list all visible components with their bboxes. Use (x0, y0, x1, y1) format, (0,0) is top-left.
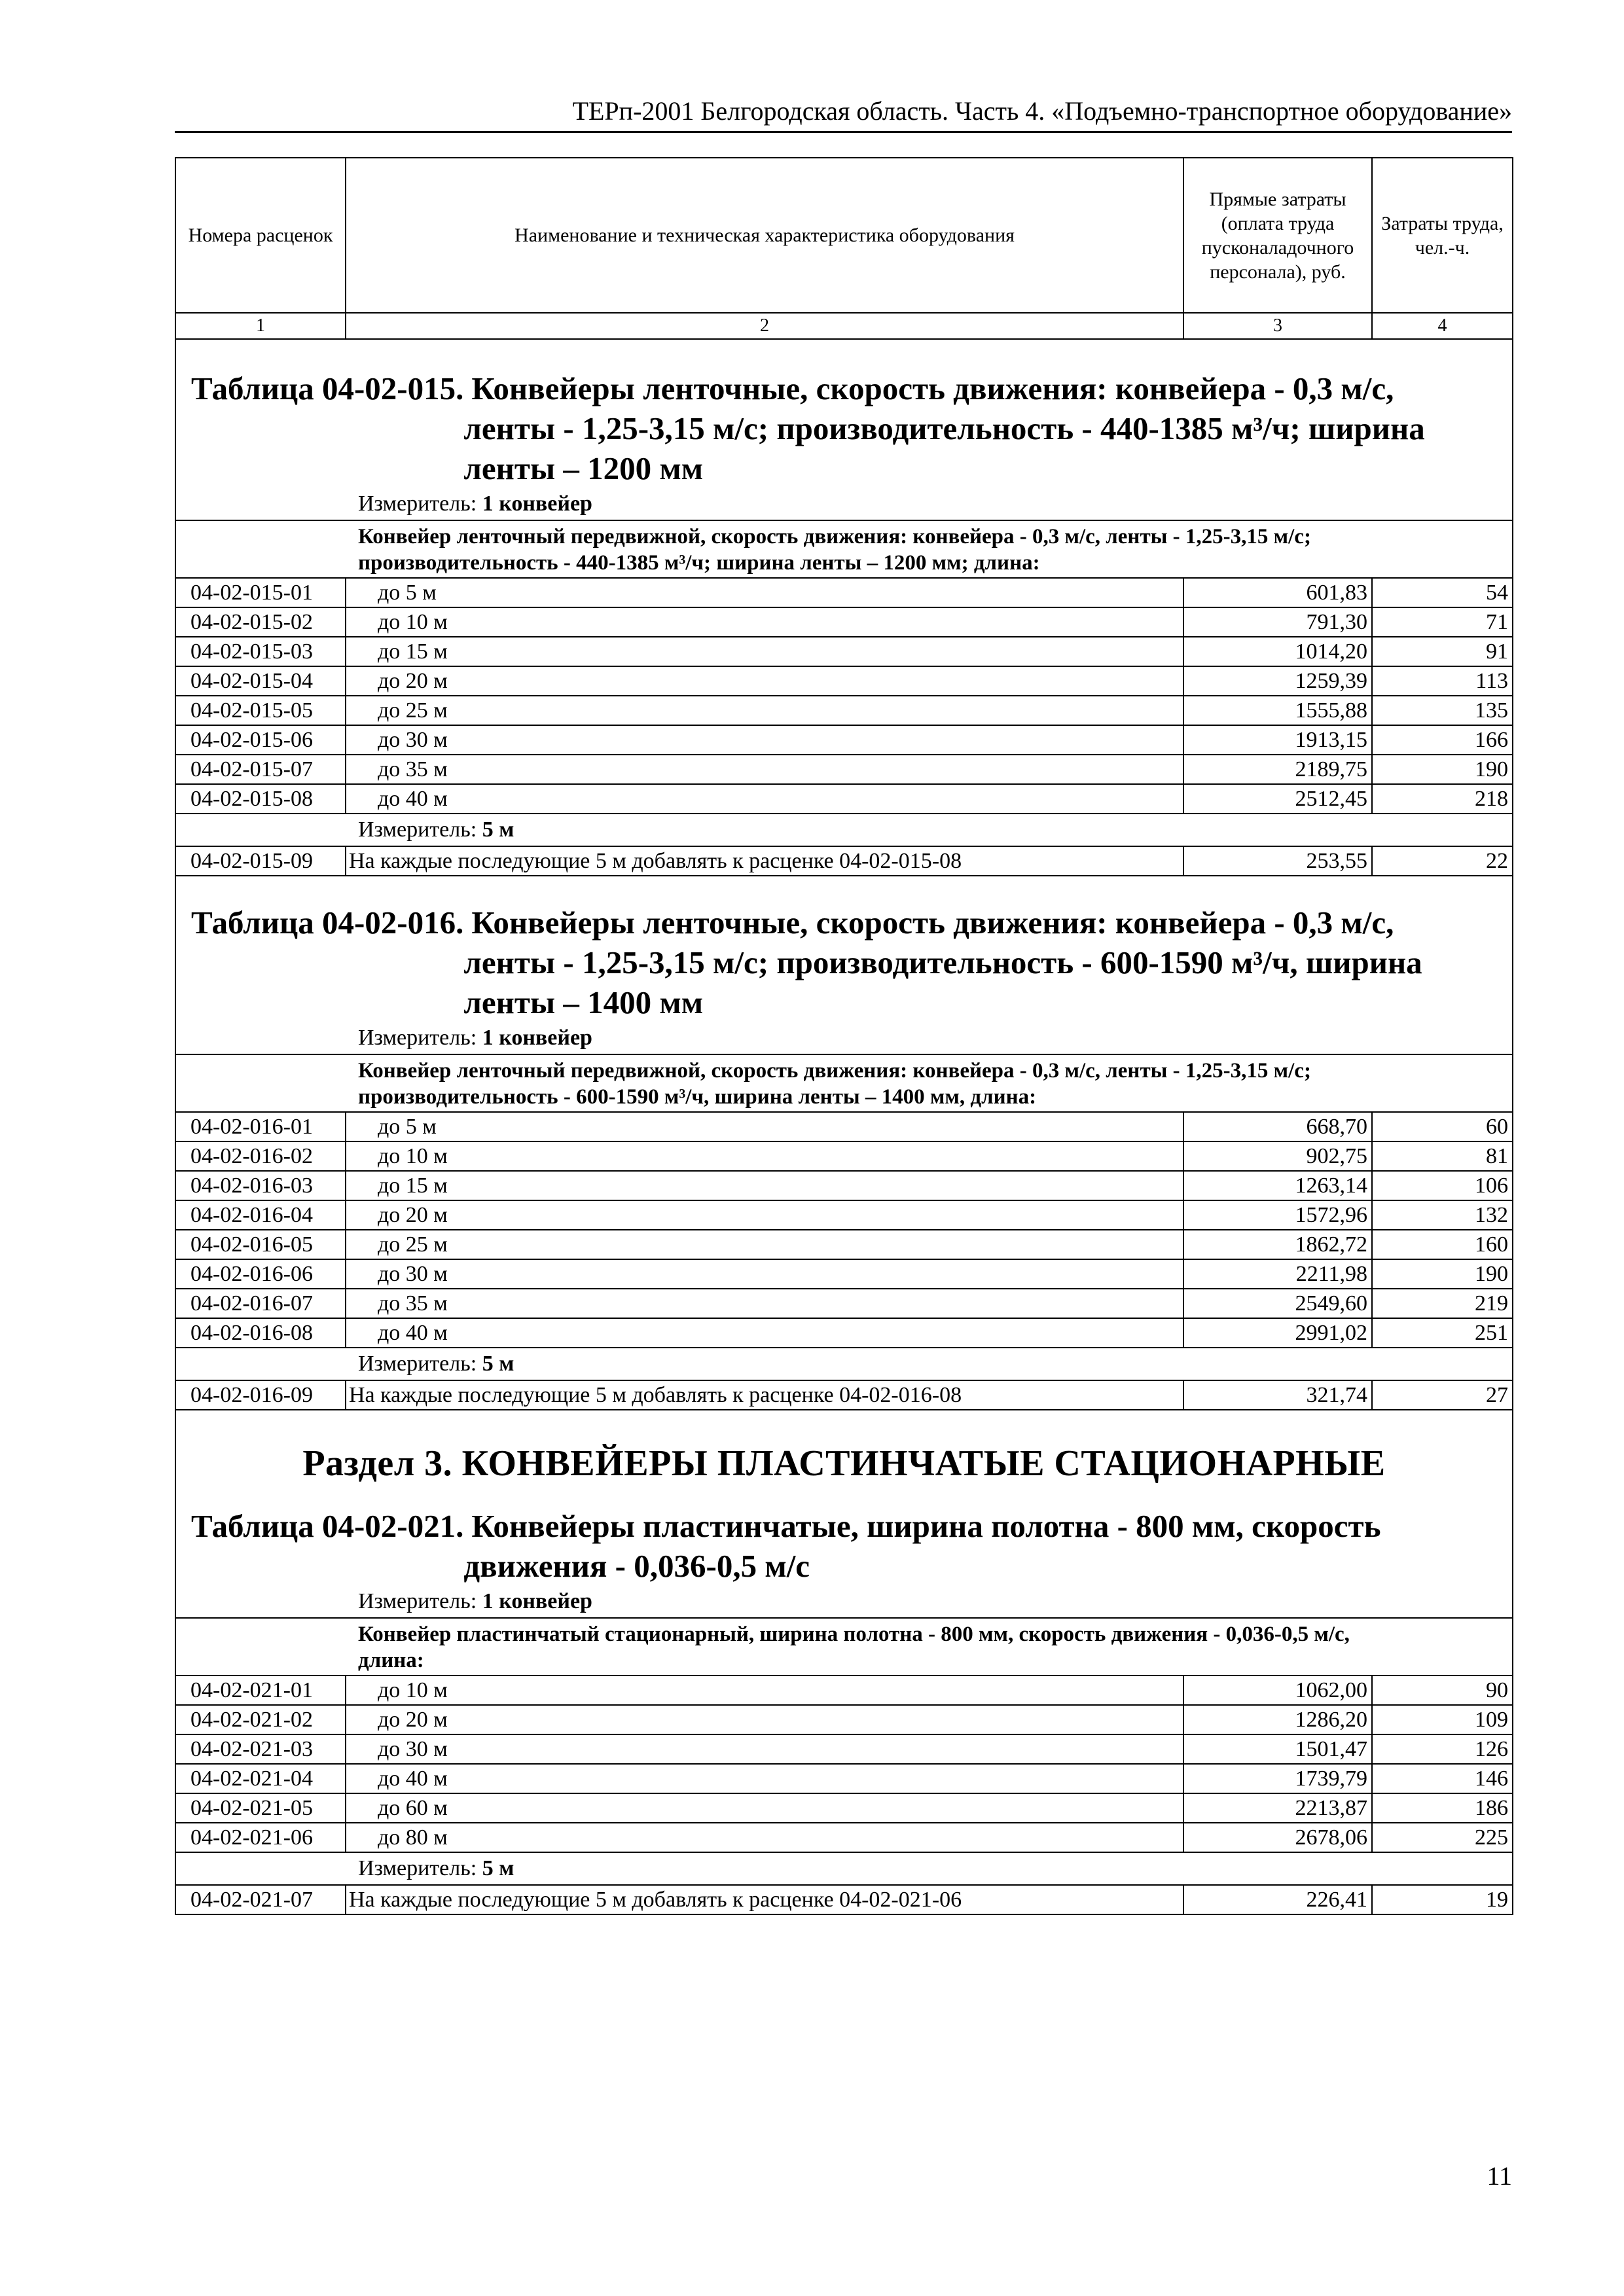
description-line: Конвейер ленточный передвижной, скорость движения: конвейера - 0,3 м/с, ленты - 1,25-3,15 м/с; (358, 1059, 1311, 1083)
column-header-row (175, 158, 1513, 313)
table-row (175, 1793, 1513, 1823)
rate-labor: 81 (1372, 1141, 1513, 1171)
rate-code: 04-02-021-05 (175, 1793, 346, 1823)
rate-cost: 1062,00 (1183, 1676, 1372, 1705)
rate-code: 04-02-015-08 (175, 784, 346, 814)
rate-name: до 40 м (346, 1318, 1183, 1348)
rate-name: до 30 м (346, 725, 1183, 755)
table-row (175, 1318, 1513, 1348)
table-row (175, 1823, 1513, 1852)
table-row (175, 1705, 1513, 1734)
rate-code: 04-02-016-01 (175, 1112, 346, 1141)
table-title-line: ленты – 1400 мм (463, 984, 704, 1020)
rate-name: до 15 м (346, 1171, 1183, 1200)
measure-value: 5 м (482, 1352, 514, 1376)
measure-value: 5 м (482, 1856, 514, 1880)
col-header-cost: Прямые затраты (оплата труда пусконаладочного персонала), руб. (1183, 158, 1372, 313)
rate-code: 04-02-015-05 (175, 696, 346, 725)
rate-cost: 1501,47 (1183, 1734, 1372, 1764)
rate-code: 04-02-016-05 (175, 1230, 346, 1259)
table-row (175, 1676, 1513, 1705)
rate-labor: 160 (1372, 1230, 1513, 1259)
measure-label: Измеритель: (358, 1856, 477, 1880)
rate-cost: 2991,02 (1183, 1318, 1372, 1348)
table-title-line: движения - 0,036-0,5 м/с (463, 1548, 810, 1584)
table-row (175, 784, 1513, 814)
rate-labor: 54 (1372, 578, 1513, 607)
rate-code: 04-02-021-07 (175, 1885, 346, 1914)
table-row (175, 725, 1513, 755)
rate-name: до 30 м (346, 1259, 1183, 1289)
rate-cost: 1862,72 (1183, 1230, 1372, 1259)
rate-name: до 25 м (346, 696, 1183, 725)
measure-label: Измеритель: (358, 1589, 477, 1613)
table-row (175, 1200, 1513, 1230)
col-header-name: Наименование и техническая характеристика оборудования (346, 158, 1183, 313)
rate-code: 04-02-015-02 (175, 607, 346, 637)
rate-labor: 190 (1372, 755, 1513, 784)
rate-code: 04-02-021-03 (175, 1734, 346, 1764)
page-number: 11 (1487, 2161, 1512, 2191)
rate-cost: 253,55 (1183, 846, 1372, 876)
table-row (175, 666, 1513, 696)
rate-name: до 30 м (346, 1734, 1183, 1764)
rate-labor: 126 (1372, 1734, 1513, 1764)
table-row (175, 696, 1513, 725)
rate-name: до 40 м (346, 784, 1183, 814)
table-row (175, 1259, 1513, 1289)
table-title-line: ленты – 1200 мм (463, 450, 704, 486)
rate-cost: 1259,39 (1183, 666, 1372, 696)
rate-cost: 1572,96 (1183, 1200, 1372, 1230)
measure-label: Измеритель: (358, 1026, 477, 1050)
rate-name: до 80 м (346, 1823, 1183, 1852)
rate-name: На каждые последующие 5 м добавлять к расценке 04-02-021-06 (346, 1885, 1183, 1914)
table-title-line: ленты - 1,25-3,15 м/с; производительность - 440-1385 м³/ч; ширина (463, 410, 1425, 446)
table-row (175, 1141, 1513, 1171)
rate-labor: 190 (1372, 1259, 1513, 1289)
measure-row (175, 488, 1513, 520)
rate-code: 04-02-021-04 (175, 1764, 346, 1793)
table-number: Таблица 04-02-021. (191, 1508, 464, 1544)
measure-value: 5 м (482, 817, 514, 842)
measure-row (175, 814, 1513, 846)
table-row (175, 1289, 1513, 1318)
rate-cost: 668,70 (1183, 1112, 1372, 1141)
rate-code: 04-02-016-03 (175, 1171, 346, 1200)
description-row (175, 1054, 1513, 1112)
table-title-line: Конвейеры ленточные, скорость движения: конвейера - 0,3 м/с, (471, 370, 1394, 406)
rate-name: На каждые последующие 5 м добавлять к расценке 04-02-015-08 (346, 846, 1183, 876)
rate-labor: 109 (1372, 1705, 1513, 1734)
rate-name: до 10 м (346, 607, 1183, 637)
rate-code: 04-02-021-02 (175, 1705, 346, 1734)
table-title-row (175, 1410, 1513, 1586)
table-row (175, 1885, 1513, 1914)
measure-value: 1 конвейер (482, 1026, 592, 1050)
measure-value: 1 конвейер (482, 1589, 592, 1613)
rate-cost: 2213,87 (1183, 1793, 1372, 1823)
description-line: длина: (358, 1649, 424, 1672)
rate-labor: 225 (1372, 1823, 1513, 1852)
rate-cost: 902,75 (1183, 1141, 1372, 1171)
rate-code: 04-02-015-01 (175, 578, 346, 607)
rate-name: до 40 м (346, 1764, 1183, 1793)
table-row (175, 1380, 1513, 1410)
rate-code: 04-02-015-04 (175, 666, 346, 696)
rate-labor: 90 (1372, 1676, 1513, 1705)
rate-name: до 5 м (346, 1112, 1183, 1141)
rate-cost: 1739,79 (1183, 1764, 1372, 1793)
rate-code: 04-02-021-06 (175, 1823, 346, 1852)
rate-code: 04-02-015-07 (175, 755, 346, 784)
rate-labor: 218 (1372, 784, 1513, 814)
rate-name: до 35 м (346, 1289, 1183, 1318)
rate-name: до 25 м (346, 1230, 1183, 1259)
rate-labor: 19 (1372, 1885, 1513, 1914)
rate-labor: 60 (1372, 1112, 1513, 1141)
rate-code: 04-02-015-03 (175, 637, 346, 666)
rate-name: до 10 м (346, 1141, 1183, 1171)
col-num-2: 2 (346, 313, 1183, 339)
table-title (176, 876, 1512, 1022)
rate-name: до 60 м (346, 1793, 1183, 1823)
table-row (175, 607, 1513, 637)
running-header: ТЕРп-2001 Белгородская область. Часть 4. «Подъемно-транспортное оборудование» (175, 92, 1512, 133)
rate-name: На каждые последующие 5 м добавлять к расценке 04-02-016-08 (346, 1380, 1183, 1410)
tables-body (175, 339, 1513, 1914)
table-row (175, 1230, 1513, 1259)
rate-cost: 226,41 (1183, 1885, 1372, 1914)
rate-cost: 2512,45 (1183, 784, 1372, 814)
table-title-line: Конвейеры ленточные, скорость движения: конвейера - 0,3 м/с, (471, 905, 1394, 941)
rate-cost: 2211,98 (1183, 1259, 1372, 1289)
table-row (175, 578, 1513, 607)
rate-code: 04-02-016-07 (175, 1289, 346, 1318)
rate-labor: 71 (1372, 607, 1513, 637)
rate-code: 04-02-016-08 (175, 1318, 346, 1348)
table-row (175, 846, 1513, 876)
rate-code: 04-02-016-04 (175, 1200, 346, 1230)
description-line: производительность - 600-1590 м³/ч, ширина ленты – 1400 мм, длина: (358, 1085, 1037, 1109)
rate-cost: 1555,88 (1183, 696, 1372, 725)
measure-row (175, 1852, 1513, 1885)
rate-labor: 113 (1372, 666, 1513, 696)
table-row (175, 1112, 1513, 1141)
description-row (175, 1618, 1513, 1676)
rate-cost: 1014,20 (1183, 637, 1372, 666)
rate-labor: 146 (1372, 1764, 1513, 1793)
rate-name: до 20 м (346, 1200, 1183, 1230)
table-number: Таблица 04-02-015. (191, 370, 464, 406)
table-title (176, 340, 1512, 488)
rate-labor: 132 (1372, 1200, 1513, 1230)
table-row (175, 1171, 1513, 1200)
table-row (175, 755, 1513, 784)
rate-code: 04-02-015-09 (175, 846, 346, 876)
rate-cost: 791,30 (1183, 607, 1372, 637)
rate-cost: 1913,15 (1183, 725, 1372, 755)
rate-code: 04-02-016-02 (175, 1141, 346, 1171)
rate-name: до 20 м (346, 666, 1183, 696)
rate-code: 04-02-016-06 (175, 1259, 346, 1289)
rate-labor: 91 (1372, 637, 1513, 666)
rate-labor: 251 (1372, 1318, 1513, 1348)
table-row (175, 1764, 1513, 1793)
measure-value: 1 конвейер (482, 492, 592, 516)
description-line: производительность - 440-1385 м³/ч; ширина ленты – 1200 мм; длина: (358, 551, 1040, 575)
table-title-line: Конвейеры пластинчатые, ширина полотна - 800 мм, скорость (471, 1508, 1381, 1544)
rate-labor: 166 (1372, 725, 1513, 755)
rate-cost: 2549,60 (1183, 1289, 1372, 1318)
table-row (175, 1734, 1513, 1764)
rate-labor: 135 (1372, 696, 1513, 725)
col-num-3: 3 (1183, 313, 1372, 339)
column-number-row (175, 313, 1513, 339)
measure-label: Измеритель: (358, 817, 477, 842)
rate-labor: 219 (1372, 1289, 1513, 1318)
table-row (175, 637, 1513, 666)
rate-name: до 20 м (346, 1705, 1183, 1734)
rate-labor: 186 (1372, 1793, 1513, 1823)
table-title-line: ленты - 1,25-3,15 м/с; производительность - 600-1590 м³/ч, ширина (463, 944, 1422, 980)
rates-table (175, 157, 1513, 1915)
description-row (175, 520, 1513, 578)
rate-name: до 35 м (346, 755, 1183, 784)
measure-row (175, 1348, 1513, 1380)
col-num-4: 4 (1372, 313, 1513, 339)
rate-cost: 2678,06 (1183, 1823, 1372, 1852)
rate-cost: 321,74 (1183, 1380, 1372, 1410)
rate-labor: 27 (1372, 1380, 1513, 1410)
description-line: Конвейер ленточный передвижной, скорость движения: конвейера - 0,3 м/с, ленты - 1,25-3,15 м/с; (358, 525, 1311, 548)
rate-code: 04-02-021-01 (175, 1676, 346, 1705)
table-number: Таблица 04-02-016. (191, 905, 464, 941)
measure-label: Измеритель: (358, 492, 477, 516)
rate-labor: 22 (1372, 846, 1513, 876)
table-title (176, 1506, 1512, 1586)
measure-label: Измеритель: (358, 1352, 477, 1376)
rate-cost: 2189,75 (1183, 755, 1372, 784)
rate-name: до 10 м (346, 1676, 1183, 1705)
rate-code: 04-02-015-06 (175, 725, 346, 755)
rate-labor: 106 (1372, 1171, 1513, 1200)
table-title-row (175, 876, 1513, 1022)
measure-row (175, 1022, 1513, 1054)
section-title: Раздел 3. КОНВЕЙЕРЫ ПЛАСТИНЧАТЫЕ СТАЦИОНАРНЫЕ (302, 1443, 1386, 1484)
rate-cost: 1263,14 (1183, 1171, 1372, 1200)
col-num-1: 1 (175, 313, 346, 339)
col-header-codes: Номера расценок (175, 158, 346, 313)
rate-cost: 601,83 (1183, 578, 1372, 607)
col-header-labor: Затраты труда, чел.-ч. (1372, 158, 1513, 313)
measure-row (175, 1586, 1513, 1618)
table-title-row (175, 339, 1513, 488)
rate-name: до 5 м (346, 578, 1183, 607)
rate-name: до 15 м (346, 637, 1183, 666)
description-line: Конвейер пластинчатый стационарный, ширина полотна - 800 мм, скорость движения - 0,036-0,5 м/с, (358, 1623, 1350, 1646)
rate-code: 04-02-016-09 (175, 1380, 346, 1410)
rate-cost: 1286,20 (1183, 1705, 1372, 1734)
